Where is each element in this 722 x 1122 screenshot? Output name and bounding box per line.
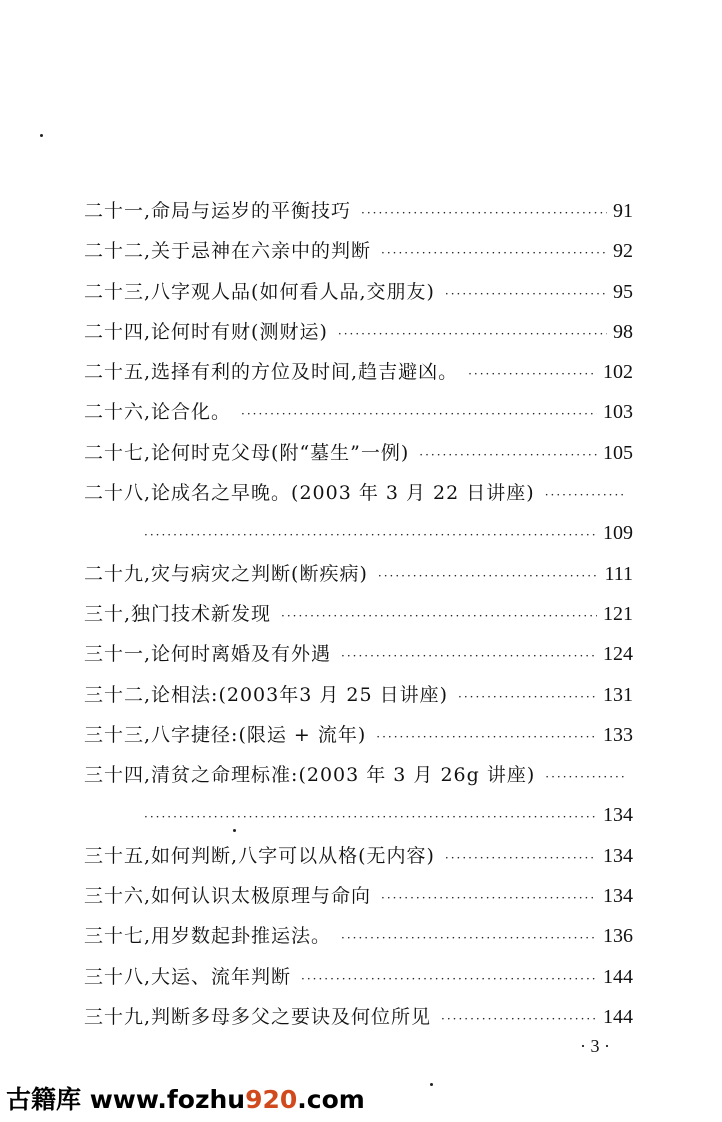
toc-entry-title: 二十一,命局与运岁的平衡技巧: [84, 200, 352, 222]
scan-speck: [233, 829, 236, 832]
toc-entry: [84, 957, 633, 997]
table-of-contents: [84, 191, 633, 1037]
toc-dot-leader: [281, 596, 597, 634]
toc-dot-leader: [144, 515, 597, 553]
toc-entry-page: 144: [603, 965, 633, 988]
toc-entry-title: 三十六,如何认识太极原理与命向: [84, 885, 372, 908]
toc-entry: [84, 795, 633, 835]
toc-entry-page: 111: [604, 562, 633, 585]
toc-entry: [84, 312, 633, 352]
toc-dot-leader: [301, 959, 597, 997]
toc-entry-page: 134: [603, 844, 633, 867]
toc-dot-leader: [338, 314, 607, 352]
toc-entry-title: 三十四,清贫之命理标准:(2003 年 3 月 26g 讲座): [84, 764, 536, 787]
toc-entry-page: 133: [603, 723, 633, 746]
toc-entry-page: 144: [603, 1005, 633, 1028]
toc-entry-title: 三十一,论何时离婚及有外遇: [84, 643, 332, 666]
toc-entry: [84, 997, 633, 1037]
toc-entry-page: 95: [613, 280, 633, 303]
toc-dot-leader: [468, 354, 597, 392]
scan-speck: [40, 134, 43, 137]
toc-entry: [84, 634, 633, 674]
toc-entry-title: 二十二,关于忌神在六亲中的判断: [84, 240, 372, 263]
toc-entry: [84, 433, 633, 473]
toc-entry-page: 136: [603, 925, 633, 948]
toc-entry-page: 121: [603, 602, 633, 625]
scan-speck: [430, 1083, 433, 1086]
toc-dot-leader: [445, 838, 597, 876]
toc-entry-title: 三十七,用岁数起卦推运法。: [84, 925, 332, 948]
toc-dot-leader: [545, 757, 627, 795]
toc-entry: [84, 473, 633, 513]
toc-entry: [84, 594, 633, 634]
toc-entry-title: 三十八,大运、流年判断: [84, 965, 292, 988]
toc-entry: [84, 191, 633, 231]
toc-entry: [84, 392, 633, 432]
toc-entry-title: 三十,独门技术新发现: [84, 602, 272, 625]
toc-entry-title: 二十八,论成名之早晚。(2003 年 3 月 22 日讲座): [84, 482, 535, 505]
toc-entry-title: 二十四,论何时有财(测财运): [84, 320, 328, 343]
toc-entry: [84, 352, 633, 392]
toc-entry: [84, 231, 633, 271]
toc-entry: [84, 554, 633, 594]
watermark-number: 920: [245, 1085, 298, 1114]
toc-entry-page: 91: [613, 200, 633, 222]
toc-entry: [84, 715, 633, 755]
toc-entry-title: 三十三,八字捷径:(限运 + 流年): [84, 723, 367, 746]
toc-dot-leader: [376, 717, 597, 755]
toc-entry: [84, 513, 633, 553]
toc-entry: [84, 755, 633, 795]
toc-entry-page: 103: [603, 401, 633, 424]
toc-dot-leader: [381, 233, 607, 271]
toc-dot-leader: [341, 918, 597, 956]
toc-entry-title: 二十六,论合化。: [84, 401, 232, 424]
toc-entry-page: 131: [603, 683, 633, 706]
watermark-prefix: 古籍库 www.fozhu: [6, 1085, 246, 1114]
toc-entry-title: 三十二,论相法:(2003年3 月 25 日讲座): [84, 683, 449, 706]
toc-dot-leader: [381, 878, 597, 916]
toc-dot-leader: [419, 435, 597, 473]
toc-dot-leader: [361, 193, 607, 231]
toc-entry: [84, 836, 633, 876]
toc-dot-leader: [341, 636, 597, 674]
toc-entry-title: 二十九,灾与病灾之判断(断疾病): [84, 562, 368, 585]
toc-entry-title: 二十五,选择有利的方位及时间,趋吉避凶。: [84, 361, 459, 384]
toc-entry-page: 109: [603, 522, 633, 545]
toc-dot-leader: [441, 999, 597, 1037]
toc-dot-leader: [445, 274, 607, 312]
toc-entry-title: 二十三,八字观人品(如何看人品,交朋友): [84, 280, 435, 303]
watermark-suffix: .com: [297, 1085, 365, 1114]
toc-entry-page: 124: [603, 643, 633, 666]
toc-entry-page: 98: [613, 320, 633, 343]
toc-entry-page: 92: [613, 240, 633, 263]
toc-entry-page: 105: [603, 441, 633, 464]
toc-entry: [84, 272, 633, 312]
toc-entry-title: 二十七,论何时克父母(附“墓生”一例): [84, 441, 410, 464]
toc-entry-title: 三十九,判断多母多父之要诀及何位所见: [84, 1005, 432, 1028]
toc-entry-page: 102: [603, 361, 633, 384]
toc-dot-leader: [241, 394, 597, 432]
toc-entry-page: 134: [603, 804, 633, 827]
toc-dot-leader: [458, 677, 597, 715]
watermark: [6, 1080, 365, 1116]
toc-entry-page: 134: [603, 885, 633, 908]
toc-dot-leader: [545, 475, 627, 513]
toc-dot-leader: [144, 797, 597, 835]
page-number: · 3 ·: [580, 1036, 610, 1056]
toc-entry: [84, 916, 633, 956]
toc-dot-leader: [378, 556, 599, 594]
toc-entry-title: 三十五,如何判断,八字可以从格(无内容): [84, 844, 435, 867]
toc-entry: [84, 876, 633, 916]
toc-entry: [84, 675, 633, 715]
